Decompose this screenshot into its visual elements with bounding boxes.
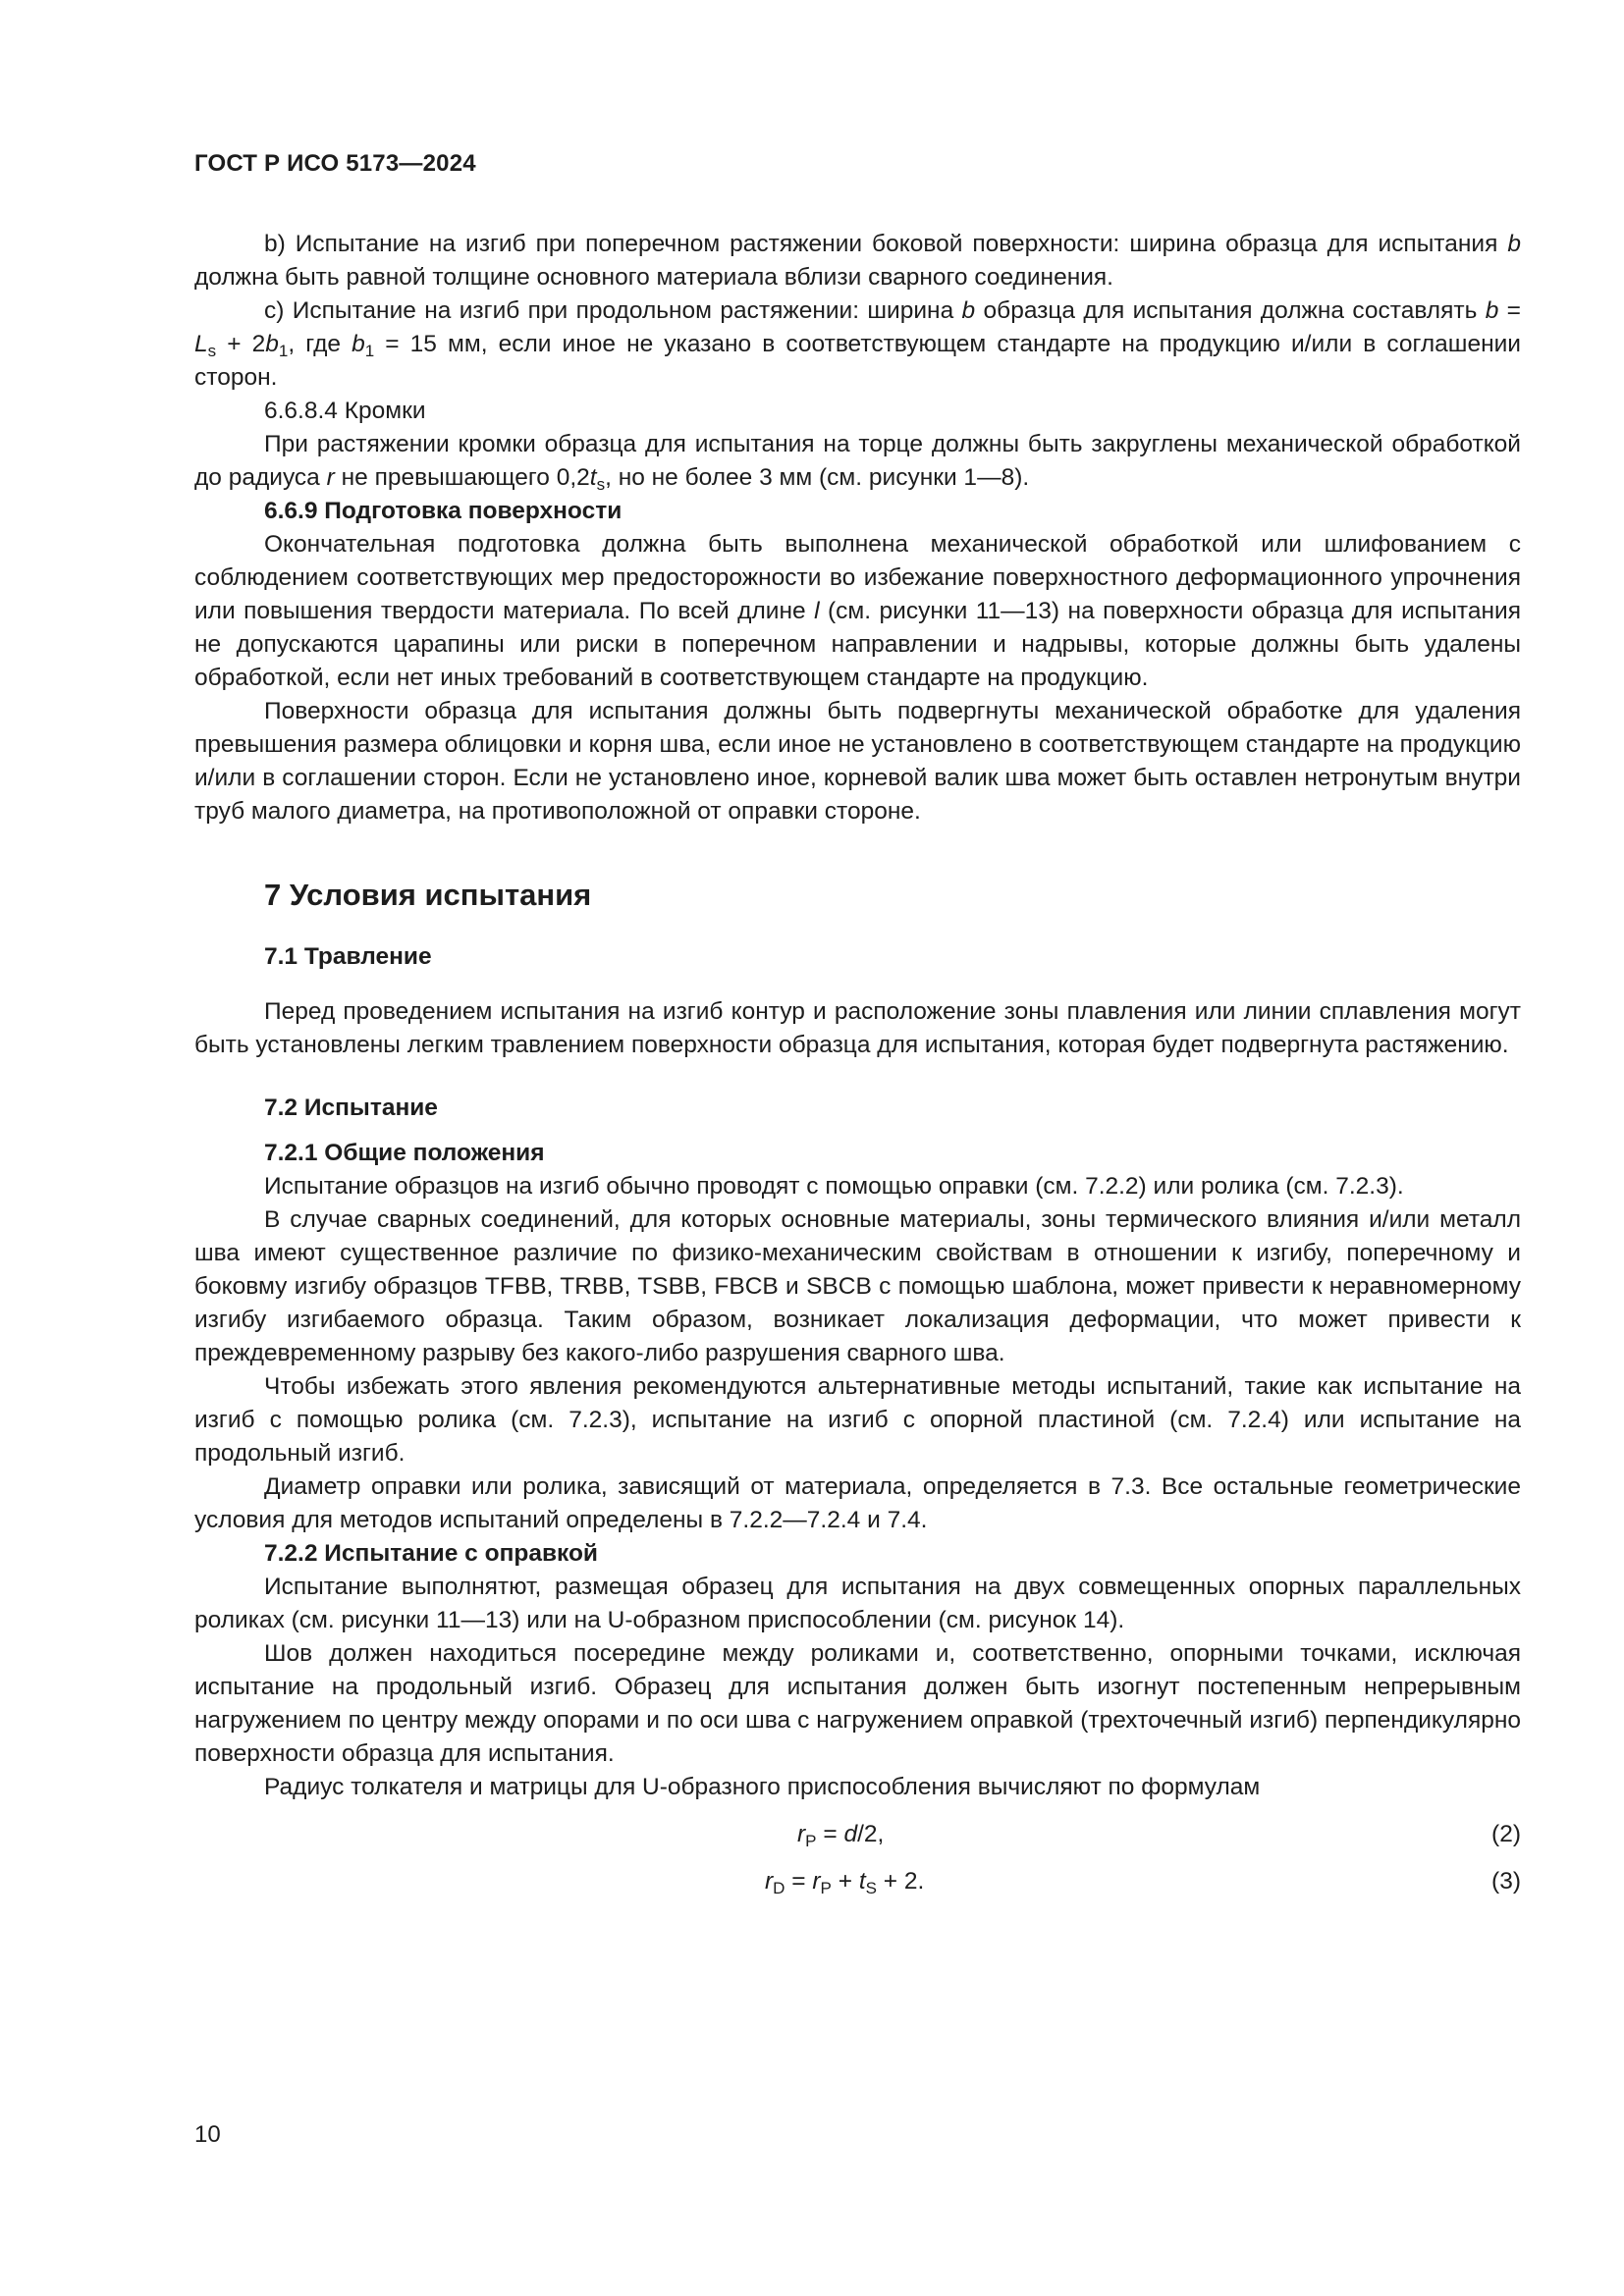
formula-3 [194, 1865, 1521, 1898]
formula-3-number: (3) [1491, 1868, 1521, 1895]
paragraph-surface-2: Поверхности образца для испытания должны быть подвергнуты механической обработке для удаления превышения размера облицовки и корня шва, если иное не установлено в соответствующем стандарте на продукцию и/или в соглашении сторон. Если не установлено иное, корневой валик шва может быть оставлен нетронутым внутри труб малого диаметра, на противоположной от оправки стороне. [194, 698, 1521, 825]
section-7-1-title: 7.1 Травление [264, 943, 432, 970]
paragraph-edges: При растяжении кромки образца для испытания на торце должны быть закруглены механической обработкой до радиуса r не превышающего $0,2t_s$, но не более 3 мм (см. рисунки 1—8). [194, 431, 1521, 494]
paragraph-etching: Перед проведением испытания на изгиб контур и расположение зоны плавления или линии сплавления могут быть установлены легким травлением поверхности образца для испытания, которая будет подвергнута растяжению. [194, 998, 1521, 1058]
section-6-6-8-4-title: 6.6.8.4 Кромки [264, 398, 426, 424]
page-number: 10 [194, 2121, 221, 2148]
formula-2-expression: $r_P = d/2$, [797, 1821, 885, 1850]
paragraph-mandrel-1: Испытание выполнятют, размещая образец для испытания на двух совмещенных опорных параллельных роликах (см. рисунки 11—13) или на U-образном приспособлении (см. рисунок 14). [194, 1574, 1521, 1633]
document-body [194, 228, 1521, 1904]
formula-3-expression: $r_D = r_P + t_S + 2$. [765, 1868, 925, 1897]
document-header: ГОСТ Р ИСО 5173—2024 [194, 150, 476, 177]
section-7-2-2-title: 7.2.2 Испытание с оправкой [264, 1540, 598, 1567]
paragraph-b: b) Испытание на изгиб при поперечном растяжении боковой поверхности: ширина образца для испытания b должна быть равной толщине основного материала вблизи сварного соединения. [194, 231, 1521, 291]
paragraph-c: c) Испытание на изгиб при продольном растяжении: ширина b образца для испытания должна составлять $b = L_s + 2b_1$, где $b_1 = 15$ мм, если иное не указано в соответствующем стандарте на продукцию и/или в соглашении сторон. [194, 297, 1521, 391]
paragraph-mandrel-3: Радиус толкателя и матрицы для U-образного приспособления вычисляют по формулам [264, 1774, 1261, 1800]
section-7-title: 7 Условия испытания [264, 878, 592, 912]
paragraph-general-3: Чтобы избежать этого явления рекомендуются альтернативные методы испытаний, такие как испытание на изгиб с помощью ролика (см. 7.2.3), испытание на изгиб с опорной пластиной (см. 7.2.4) или испытание на продольный изгиб. [194, 1373, 1521, 1467]
formula-2 [194, 1818, 1521, 1851]
section-7-2-title: 7.2 Испытание [264, 1095, 438, 1121]
paragraph-general-1: Испытание образцов на изгиб обычно проводят с помощью оправки (см. 7.2.2) или ролика (см. 7.2.3). [264, 1173, 1404, 1200]
section-6-6-9-title: 6.6.9 Подготовка поверхности [264, 498, 623, 524]
paragraph-general-2: В случае сварных соединений, для которых основные материалы, зоны термического влияния и/или металл шва имеют существенное различие по физико-механическим свойствам в отношении к изгибу, поперечному и боковму изгибу образцов TFBB, TRBB, TSBB, FBCB и SBCB с помощью шаблона, может привести к неравномерному изгибу изгибаемого образца. Таким образом, возникает локализация деформации, что может привести к преждевременному разрыву без какого-либо разрушения сварного шва. [194, 1206, 1521, 1366]
paragraph-mandrel-2: Шов должен находиться посередине между роликами и, соответственно, опорными точками, исключая испытание на продольный изгиб. Образец для испытания должен быть изогнут постепенным непрерывным нагружением по центру между опорами и по оси шва с нагружением оправкой (трехточечный изгиб) перпендикулярно поверхности образца для испытания. [194, 1640, 1521, 1767]
section-7-2-1-title: 7.2.1 Общие положения [264, 1140, 545, 1166]
formula-2-number: (2) [1491, 1821, 1521, 1847]
paragraph-general-4: Диаметр оправки или ролика, зависящий от материала, определяется в 7.3. Все остальные геометрические условия для методов испытаний определены в 7.2.2—7.2.4 и 7.4. [194, 1473, 1521, 1533]
paragraph-surface-1: Окончательная подготовка должна быть выполнена механической обработкой или шлифованием с соблюдением соответствующих мер предосторожности во избежание поверхностного деформационного упрочнения или повышения твердости материала. По всей длине l (см. рисунки 11—13) на поверхности образца для испытания не допускаются царапины или риски в поперечном направлении и надрывы, которые должны быть удалены обработкой, если нет иных требований в соответствующем стандарте на продукцию. [194, 531, 1521, 691]
